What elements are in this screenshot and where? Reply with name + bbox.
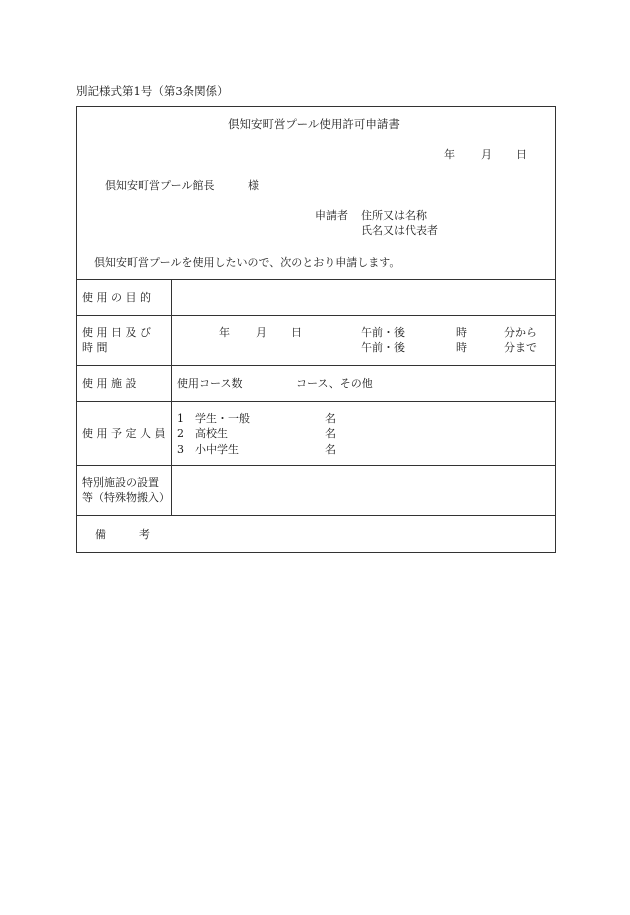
people-item-category: 高校生 [195, 427, 228, 440]
addressee-honorific: 様 [248, 179, 259, 192]
people-item-unit: 名 [325, 443, 336, 456]
datetime-hour-start: 時 [456, 326, 467, 339]
datetime-minute-end: 分まで [504, 341, 537, 354]
datetime-ampm-end: 午前・後 [361, 341, 405, 354]
date-year: 年 [444, 148, 455, 161]
datetime-day: 日 [291, 326, 302, 339]
applicant-address: 住所又は名称 [361, 209, 427, 222]
date-day: 日 [516, 148, 527, 161]
people-item-num: 2 [177, 427, 184, 440]
datetime-label-1: 使 用 日 及 び [82, 326, 151, 339]
facility-courses: 使用コース数 [177, 377, 243, 390]
divider [76, 515, 556, 516]
divider [76, 465, 556, 466]
date-month: 月 [481, 148, 492, 161]
facility-course-other: コース、その他 [296, 377, 373, 390]
divider [76, 279, 556, 280]
column-divider [171, 279, 172, 515]
people-item-unit: 名 [325, 427, 336, 440]
people-item-category: 学生・一般 [195, 412, 250, 425]
people-item-category: 小中学生 [195, 443, 239, 456]
datetime-year: 年 [219, 326, 230, 339]
form-title: 倶知安町営プール使用許可申請書 [228, 117, 400, 131]
people-item-num: 3 [177, 443, 184, 456]
datetime-label-2: 時 間 [82, 341, 108, 354]
remarks-label: 備 考 [95, 528, 150, 541]
divider [76, 365, 556, 366]
purpose-label: 使 用 の 目 的 [82, 291, 151, 304]
divider [76, 401, 556, 402]
special-label-2: 等（特殊物搬入） [82, 491, 170, 504]
applicant-name: 氏名又は代表者 [361, 224, 438, 237]
datetime-minute-start: 分から [504, 326, 537, 339]
datetime-hour-end: 時 [456, 341, 467, 354]
people-item-unit: 名 [325, 412, 336, 425]
divider [76, 315, 556, 316]
special-label-1: 特別施設の設置 [82, 476, 159, 489]
applicant-label: 申請者 [315, 209, 348, 222]
people-item-num: 1 [177, 412, 184, 425]
people-label: 使 用 予 定 人 員 [82, 427, 166, 440]
form-reference: 別記様式第1号（第3条関係） [76, 84, 229, 98]
datetime-month: 月 [256, 326, 267, 339]
addressee-name: 倶知安町営プール館長 [105, 179, 215, 192]
datetime-ampm-start: 午前・後 [361, 326, 405, 339]
statement: 倶知安町営プールを使用したいので、次のとおり申請します。 [94, 256, 401, 269]
facility-label: 使 用 施 設 [82, 377, 137, 390]
